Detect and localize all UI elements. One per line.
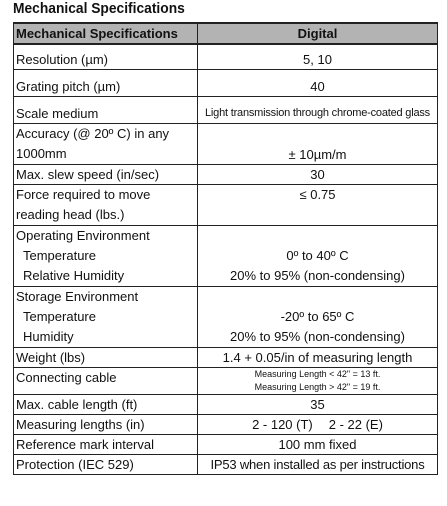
row-value-measuring-lengths	[198, 414, 438, 434]
specifications-table	[13, 22, 438, 475]
row-value-connecting-cable	[198, 367, 438, 394]
accuracy-label-line-1: Accuracy (@ 20º C) in any	[16, 125, 170, 141]
page-title: Mechanical Specifications	[13, 0, 185, 17]
table-row	[14, 367, 438, 394]
row-label-max-cable-length: Max. cable length (ft)	[14, 394, 198, 414]
row-value-protection: IP53 when installed as per instructions	[198, 454, 438, 474]
row-value-resolution: 5, 10	[198, 44, 438, 69]
operating-temperature-value: 0º to 40º C	[286, 247, 349, 263]
row-value-storage-environment	[198, 286, 438, 347]
storage-label: Storage Environment	[16, 288, 139, 304]
table-row	[14, 347, 438, 367]
operating-label: Operating Environment	[16, 227, 150, 243]
operating-humidity-label: Relative Humidity	[23, 267, 125, 283]
table-row	[14, 225, 438, 286]
row-label-slew-speed: Max. slew speed (in/sec)	[14, 164, 198, 184]
header-label: Mechanical Specifications	[14, 23, 198, 44]
operating-spacer	[200, 226, 435, 246]
row-value-max-cable-length: 35	[198, 394, 438, 414]
row-label-grating-pitch: Grating pitch (µm)	[14, 69, 198, 96]
operating-humidity-value: 20% to 95% (non-condensing)	[230, 267, 405, 283]
row-label-weight: Weight (lbs)	[14, 347, 198, 367]
table-header-row	[14, 23, 438, 44]
row-label-resolution: Resolution (µm)	[14, 44, 198, 69]
storage-spacer	[200, 287, 435, 307]
table-row	[14, 454, 438, 474]
storage-temperature-value: -20º to 65º C	[280, 308, 355, 324]
measuring-length-e: 2 - 22 (E)	[328, 416, 383, 432]
row-label-connecting-cable: Connecting cable	[14, 367, 198, 394]
row-value-grating-pitch: 40	[198, 69, 438, 96]
table-row	[14, 96, 438, 123]
cable-value-line-1: Measuring Length < 42" = 13 ft.	[254, 368, 381, 379]
row-value-reference-mark: 100 mm fixed	[198, 434, 438, 454]
table-row	[14, 123, 438, 164]
storage-humidity-value: 20% to 95% (non-condensing)	[230, 328, 405, 344]
storage-temperature-label: Temperature	[23, 308, 96, 324]
row-value-accuracy: ± 10µm/m	[198, 123, 438, 164]
table-row	[14, 414, 438, 434]
table-row	[14, 434, 438, 454]
cable-value-line-2: Measuring Length > 42" = 19 ft.	[254, 381, 381, 392]
row-label-protection: Protection (IEC 529)	[14, 454, 198, 474]
table-row	[14, 69, 438, 96]
operating-temperature-label: Temperature	[23, 247, 96, 263]
row-label-measuring-lengths: Measuring lengths (in)	[14, 414, 198, 434]
table-row	[14, 286, 438, 347]
table-row	[14, 164, 438, 184]
force-label-line-2: reading head (lbs.)	[16, 206, 125, 222]
row-label-reference-mark: Reference mark interval	[14, 434, 198, 454]
row-value-slew-speed: 30	[198, 164, 438, 184]
measuring-length-t: 2 - 120 (T)	[252, 416, 313, 432]
row-value-weight: 1.4 + 0.05/in of measuring length	[198, 347, 438, 367]
force-label-line-1: Force required to move	[16, 186, 151, 202]
row-value-scale-medium: Light transmission through chrome-coated glass	[198, 96, 438, 123]
row-label-accuracy	[14, 123, 198, 164]
storage-humidity-label: Humidity	[23, 328, 74, 344]
row-label-storage-environment	[14, 286, 198, 347]
table-row	[14, 44, 438, 69]
force-value: ≤ 0.75	[299, 186, 336, 202]
row-value-force	[198, 184, 438, 225]
row-label-scale-medium: Scale medium	[14, 96, 198, 123]
accuracy-label-line-2: 1000mm	[16, 145, 67, 161]
header-digital: Digital	[198, 23, 438, 44]
table-row	[14, 394, 438, 414]
row-label-force	[14, 184, 198, 225]
row-value-operating-environment	[198, 225, 438, 286]
row-label-operating-environment	[14, 225, 198, 286]
table-row	[14, 184, 438, 225]
